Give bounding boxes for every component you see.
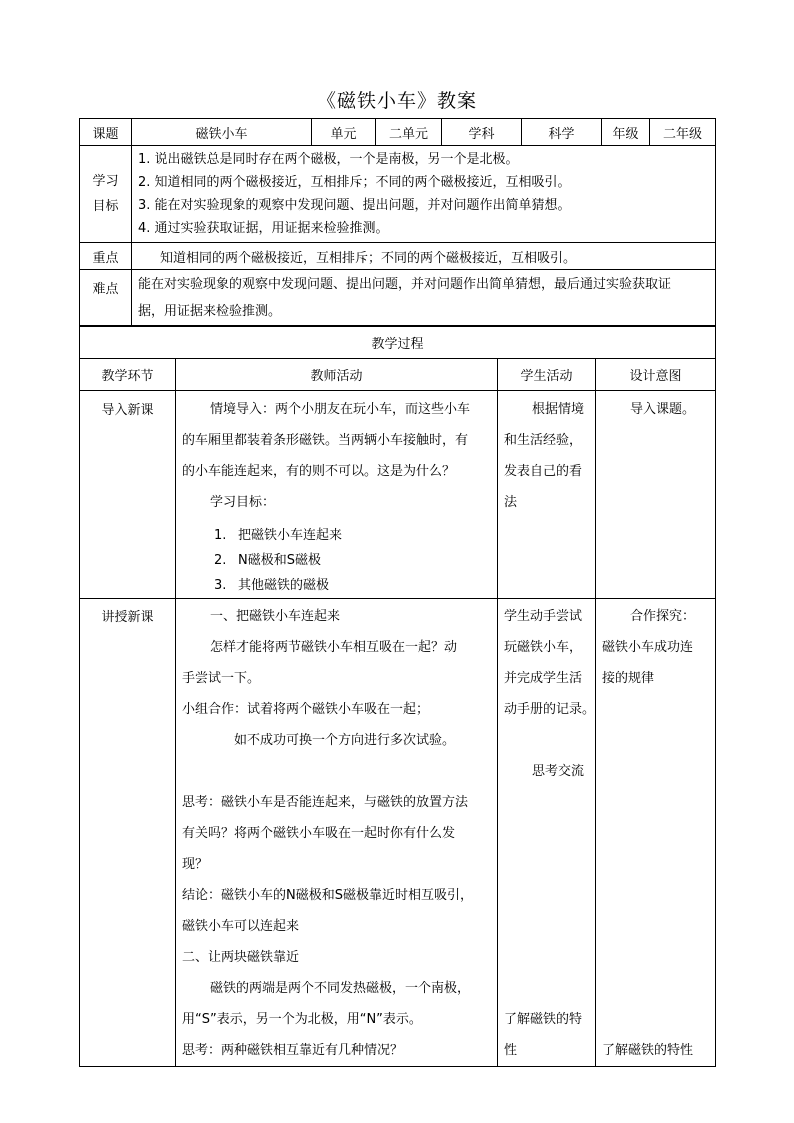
blank-line <box>504 725 593 756</box>
goal-list-text: 其他磁铁的磁极 <box>238 578 330 593</box>
intent-text: 磁铁小车成功连 <box>602 640 694 655</box>
learning-goals-content <box>132 146 716 243</box>
learning-goal-heading: 学习目标： <box>210 495 276 510</box>
teacher-text: 有关吗？将两个磁铁小车吸在一起时你有什么发 <box>182 826 456 841</box>
learning-goal-item: 4. 通过实验获取证据，用证据来检验推测。 <box>138 221 389 236</box>
learning-goal-item: 3. 能在对实验现象的观察中发现问题、提出问题，并对问题作出简单猜想。 <box>138 198 571 213</box>
student-text: 性 <box>504 1043 518 1058</box>
stage-teach: 讲授新课 <box>80 599 176 1067</box>
key-point-text: 知道相同的两个磁极接近，互相排斥；不同的两个磁极接近，互相吸引。 <box>132 243 716 270</box>
intent-text: 导入课题。 <box>630 402 696 417</box>
student-activity-intro <box>498 391 596 599</box>
intent-intro <box>596 391 716 599</box>
student-text: 并完成学生活 <box>504 671 583 686</box>
teacher-text: 思考：磁铁小车是否能连起来，与磁铁的放置方法 <box>182 795 469 810</box>
section-heading: 二、让两块磁铁靠近 <box>182 950 300 965</box>
page-title: 《磁铁小车》教案 <box>316 90 477 112</box>
teacher-text: 小组合作：试着将两个磁铁小车吸在一起； <box>182 702 430 717</box>
learning-goals-label <box>80 146 132 243</box>
teacher-text: 结论：磁铁小车的N磁极和S磁极靠近时相互吸引， <box>182 888 473 903</box>
student-text: 玩磁铁小车， <box>504 640 583 655</box>
teacher-text: 的车厢里都装着条形磁铁。当两辆小车接触时，有 <box>182 433 469 448</box>
column-header-intent: 设计意图 <box>596 359 716 391</box>
column-header-stage: 教学环节 <box>80 359 176 391</box>
intent-text: 了解磁铁的特性 <box>602 1043 694 1058</box>
student-text: 和生活经验， <box>504 433 583 448</box>
difficulty-label: 难点 <box>80 270 132 326</box>
section-heading: 一、把磁铁小车连起来 <box>210 609 341 624</box>
spacer <box>504 787 593 1004</box>
key-point-label: 重点 <box>80 243 132 270</box>
unit-label: 单元 <box>312 119 376 146</box>
teacher-text: 磁铁的两端是两个不同发热磁极，一个南极， <box>210 981 471 996</box>
column-header-student: 学生活动 <box>498 359 596 391</box>
student-text: 了解磁铁的特 <box>504 1012 583 1027</box>
student-text: 发表自己的看 <box>504 464 583 479</box>
student-text: 根据情境 <box>532 402 585 417</box>
unit-value: 二单元 <box>376 119 442 146</box>
teacher-text: 现？ <box>182 857 209 872</box>
intent-teach <box>596 599 716 1067</box>
teacher-text: 磁铁小车可以连起来 <box>182 919 300 934</box>
teacher-activity-intro <box>176 391 498 599</box>
learning-goal-item: 1. 说出磁铁总是同时存在两个磁极，一个是南极，另一个是北极。 <box>138 152 519 167</box>
difficulty-line: 据，用证据来检验推测。 <box>138 303 282 319</box>
intent-text: 接的规律 <box>602 671 655 686</box>
goal-list-item <box>182 523 491 548</box>
student-activity-teach <box>498 599 596 1067</box>
subject-value: 科学 <box>522 119 602 146</box>
goal-list-number: 1. <box>214 528 227 543</box>
grade-value: 二年级 <box>650 119 716 146</box>
student-text: 学生动手尝试 <box>504 609 583 624</box>
spacer <box>602 694 713 1035</box>
teacher-text: 怎样才能将两节磁铁小车相互吸在一起？动 <box>210 640 458 655</box>
teacher-text: 如不成功可换一个方向进行多次试验。 <box>234 733 456 748</box>
learning-goals-label-line1: 学习 <box>92 174 119 189</box>
teaching-process-table <box>79 326 716 1067</box>
teacher-text: 用“S”表示，另一个为北极，用“N”表示。 <box>182 1012 422 1027</box>
difficulty-content <box>132 270 716 326</box>
goal-list-number: 3. <box>214 578 227 593</box>
goal-list-text: N磁极和S磁极 <box>238 553 321 568</box>
subject-label: 学科 <box>442 119 522 146</box>
teacher-text: 思考：两种磁铁相互靠近有几种情况？ <box>182 1043 404 1058</box>
goal-list-number: 2. <box>214 553 227 568</box>
goal-list-item <box>182 548 491 573</box>
learning-goal-item: 2. 知道相同的两个磁极接近，互相排斥；不同的两个磁极接近，互相吸引。 <box>138 175 571 190</box>
teacher-activity-teach <box>176 599 498 1067</box>
learning-goals-label-line2: 目标 <box>92 199 119 214</box>
topic-label: 课题 <box>80 119 132 146</box>
column-header-teacher: 教师活动 <box>176 359 498 391</box>
intent-text: 合作探究： <box>630 609 696 624</box>
lesson-info-table <box>79 118 716 326</box>
difficulty-line: 能在对实验现象的观察中发现问题、提出问题，并对问题作出简单猜想，最后通过实验获取证 <box>138 276 672 292</box>
goal-list-text: 把磁铁小车连起来 <box>238 528 343 543</box>
blank-line <box>182 756 491 787</box>
student-text: 法 <box>504 495 518 510</box>
goal-list-item <box>182 573 491 598</box>
process-title: 教学过程 <box>80 327 716 359</box>
teacher-text: 情境导入：两个小朋友在玩小车，而这些小车 <box>210 402 471 417</box>
teacher-text: 的小车能连起来，有的则不可以。这是为什么？ <box>182 464 456 479</box>
stage-intro: 导入新课 <box>80 391 176 599</box>
student-text: 思考交流 <box>532 764 585 779</box>
topic-value: 磁铁小车 <box>132 119 312 146</box>
student-text: 动手册的记录。 <box>504 702 596 717</box>
teacher-text: 手尝试一下。 <box>182 671 261 686</box>
grade-label: 年级 <box>602 119 650 146</box>
